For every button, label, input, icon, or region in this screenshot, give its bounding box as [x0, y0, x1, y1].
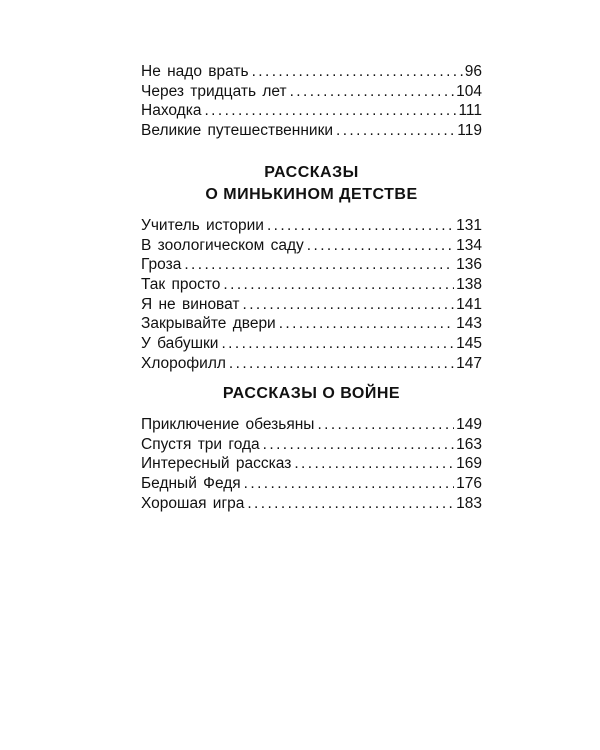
- toc-entry-page-number: 163: [456, 435, 482, 453]
- dot-leader: [263, 435, 454, 455]
- toc-entry[interactable]: [141, 101, 482, 121]
- toc-entry-page-number: 183: [456, 494, 482, 512]
- toc-entry-title: Интересный рассказ: [141, 455, 292, 473]
- dot-leader: [290, 82, 455, 102]
- dot-leader: [229, 354, 454, 374]
- dot-leader: [221, 334, 454, 354]
- toc-entry-page-number: 149: [456, 416, 482, 433]
- dot-leader: [336, 121, 455, 141]
- dot-leader: [247, 494, 454, 514]
- toc-entry-page-number: 147: [456, 354, 482, 372]
- toc-entry-list: [141, 216, 482, 374]
- toc-entry-list: [141, 415, 482, 513]
- toc-entry[interactable]: [141, 295, 482, 315]
- toc-entry-title: Хлорофилл: [141, 354, 226, 372]
- toc-entry-page-number: 136: [456, 256, 482, 274]
- toc-section-minka-childhood: [141, 162, 482, 374]
- dot-leader: [243, 295, 455, 315]
- toc-entry-title: Через тридцать лет: [141, 82, 287, 100]
- dot-leader: [267, 216, 454, 236]
- toc-entry-page-number: 134: [456, 236, 482, 254]
- toc-entry-title: Находка: [141, 102, 202, 120]
- toc-entry[interactable]: [141, 121, 482, 141]
- dot-leader: [252, 62, 463, 82]
- toc-entry-title: Бедный Федя: [141, 475, 241, 493]
- toc-entry[interactable]: [141, 494, 482, 514]
- toc-entry-title: В зоологическом саду: [141, 236, 304, 254]
- toc-entry-page-number: 138: [456, 276, 482, 294]
- toc-entry[interactable]: [141, 415, 482, 435]
- section-heading-line: О МИНЬКИНОМ ДЕТСТВЕ: [205, 186, 418, 203]
- toc-entry[interactable]: [141, 255, 482, 275]
- dot-leader: [204, 101, 456, 121]
- toc-entry[interactable]: [141, 216, 482, 236]
- section-heading-line: РАССКАЗЫ О ВОЙНЕ: [222, 385, 401, 402]
- toc-entry-title: Приключение обезьяны: [141, 416, 315, 433]
- dot-leader: [294, 454, 454, 474]
- toc-entry[interactable]: [141, 82, 482, 102]
- toc-entry-page-number: 131: [456, 217, 482, 234]
- dot-leader: [223, 275, 454, 295]
- section-heading: [141, 162, 482, 206]
- toc-entry-title: Спустя три года: [141, 435, 260, 453]
- dot-leader: [244, 474, 454, 494]
- section-heading-line: РАССКАЗЫ: [264, 164, 359, 181]
- dot-leader: [184, 255, 454, 275]
- dot-leader: [317, 415, 454, 435]
- toc-section-war-stories: [141, 383, 482, 513]
- toc-entry[interactable]: [141, 236, 482, 256]
- dot-leader: [307, 236, 454, 256]
- toc-entry[interactable]: [141, 435, 482, 455]
- toc-entry-page-number: 143: [456, 315, 482, 333]
- toc-section-continued: [141, 62, 482, 141]
- toc-entry[interactable]: [141, 334, 482, 354]
- toc-entry-page-number: 119: [457, 122, 482, 140]
- toc-entry[interactable]: [141, 314, 482, 334]
- toc-entry-title: Я не виноват: [141, 295, 240, 313]
- toc-entry-page-number: 96: [464, 63, 482, 80]
- toc-entry-title: Великие путешественники: [141, 122, 334, 140]
- toc-entry[interactable]: [141, 354, 482, 374]
- toc-entry[interactable]: [141, 62, 482, 82]
- toc-entry-page-number: 176: [456, 475, 482, 493]
- toc-entry-page-number: 169: [456, 455, 482, 473]
- toc-entry-list: [141, 62, 482, 141]
- section-heading: [141, 383, 482, 405]
- toc-entry-title: Не надо врать: [141, 63, 249, 80]
- toc-entry-title: Гроза: [141, 256, 182, 274]
- toc-entry-title: Закрывайте двери: [141, 315, 276, 333]
- toc-entry-title: Хорошая игра: [141, 494, 245, 512]
- toc-entry-page-number: 141: [456, 295, 482, 313]
- toc-entry-title: Учитель истории: [141, 217, 264, 234]
- dot-leader: [279, 314, 454, 334]
- toc-entry[interactable]: [141, 454, 482, 474]
- toc-entry-title: Так просто: [141, 276, 221, 294]
- toc-entry-page-number: 104: [456, 82, 482, 100]
- toc-entry[interactable]: [141, 275, 482, 295]
- toc-entry-page-number: 111: [458, 102, 482, 120]
- toc-entry[interactable]: [141, 474, 482, 494]
- toc-entry-title: У бабушки: [141, 335, 219, 353]
- toc-entry-page-number: 145: [456, 335, 482, 353]
